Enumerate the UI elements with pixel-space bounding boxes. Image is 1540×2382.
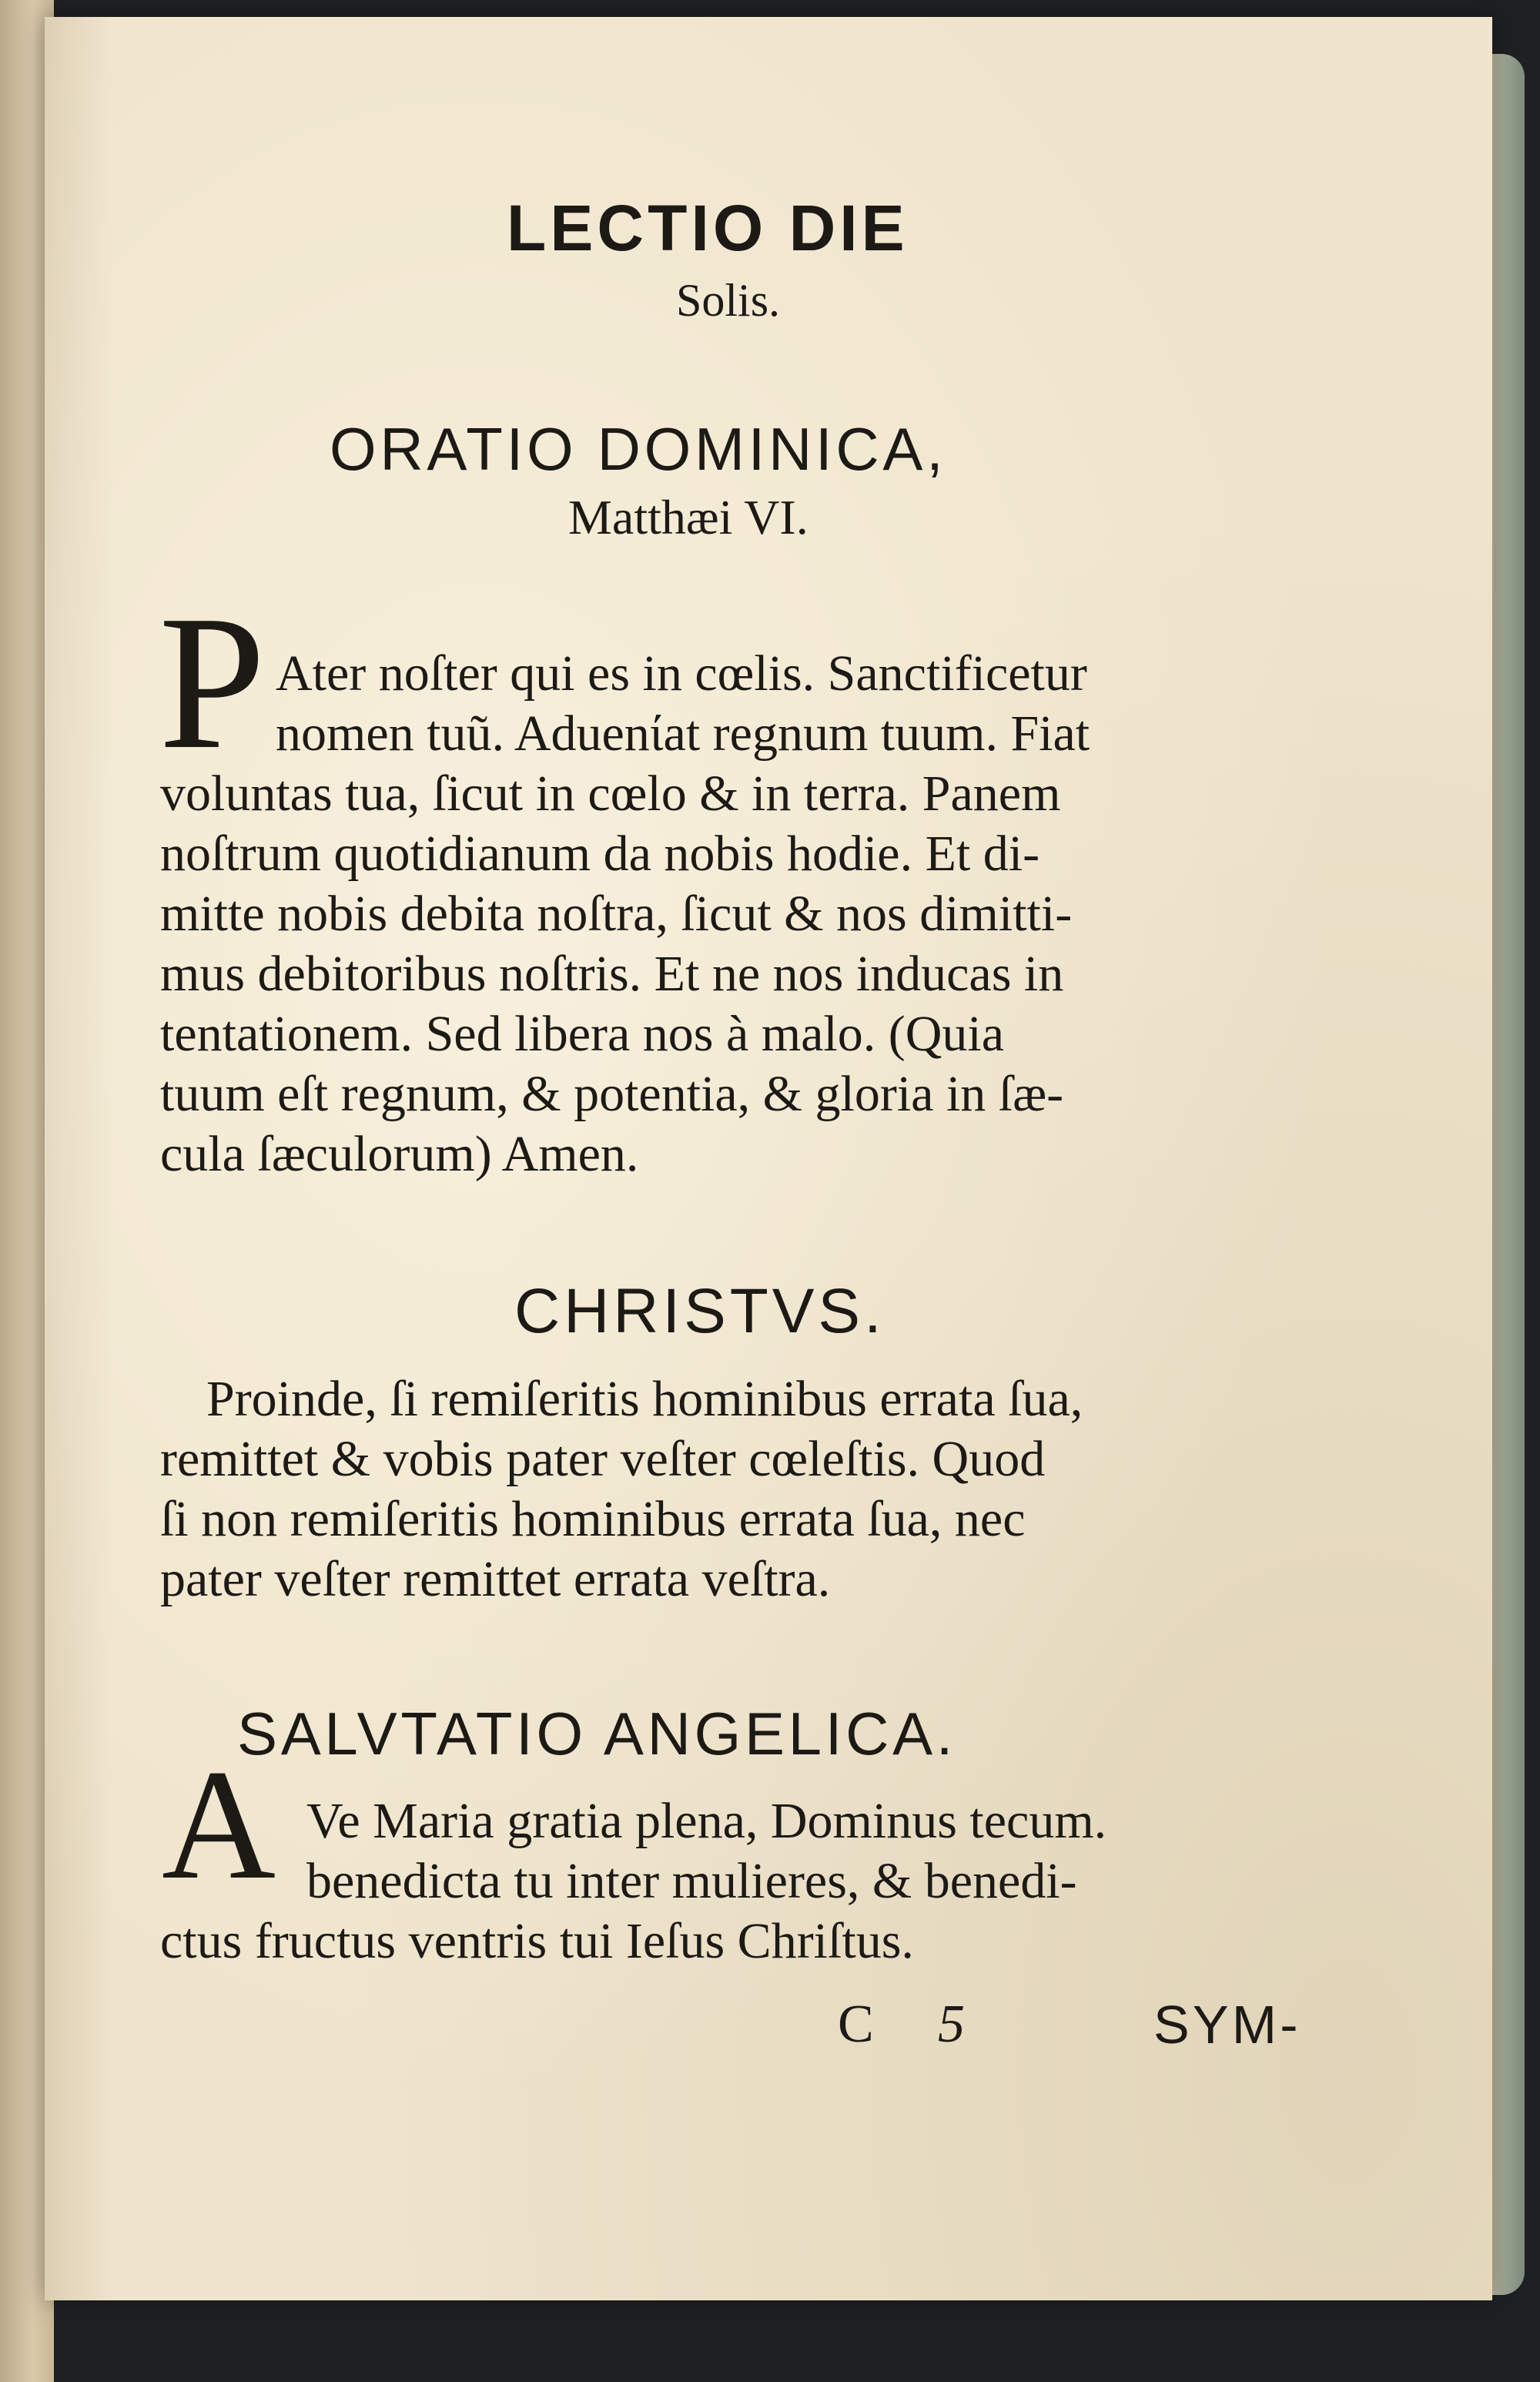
oratio-line: voluntas tua, ſicut in cœlo & in terra. Panem	[160, 766, 1061, 822]
christus-line: ſi non remiſeritis hominibus errata ſua, nec	[160, 1491, 1026, 1547]
oratio-line: tentationem. Sed libera nos à malo. (Quia	[160, 1006, 1005, 1062]
heading-oratio-dominica: ORATIO DOMINICA,	[330, 415, 947, 483]
heading-salutatio-angelica: SALVTATIO ANGELICA.	[237, 1700, 957, 1767]
christus-line: remittet & vobis pater veſter cœleſtis. Quod	[160, 1431, 1046, 1487]
signature-number: 5	[938, 1995, 965, 2054]
oratio-line: noſtrum quotidianum da nobis hodie. Et di-	[160, 826, 1040, 882]
oratio-drop-cap: P	[159, 576, 266, 789]
book-page	[45, 17, 1492, 2300]
catchword: SYM-	[1153, 1995, 1301, 2055]
salutatio-drop-cap: A	[162, 1737, 276, 1912]
christus-line: pater veſter remittet errata veſtra.	[160, 1551, 831, 1607]
heading-solis: Solis.	[676, 275, 781, 326]
oratio-line: Ater noſter qui es in cœlis. Sanctificetur	[276, 645, 1087, 702]
salutatio-line: benedicta tu inter mulieres, & benedi-	[306, 1853, 1077, 1909]
oratio-line: tuum eſt regnum, & potentia, & gloria in ſæ-	[160, 1066, 1064, 1122]
heading-lectio: LECTIO DIE	[507, 192, 909, 264]
signature-letter: C	[838, 1995, 874, 2054]
oratio-line: cula ſæculorum) Amen.	[160, 1126, 639, 1182]
oratio-line: nomen tuũ. Aduenίat regnum tuum. Fiat	[276, 705, 1090, 762]
salutatio-line: Ve Maria gratia plena, Dominus tecum.	[306, 1793, 1107, 1849]
heading-matthaei: Matthæi VI.	[568, 490, 808, 544]
oratio-line: mus debitoribus noſtris. Et ne nos inducas in	[160, 946, 1064, 1002]
christus-line: Proinde, ſi remiſeritis hominibus errata ſua,	[206, 1371, 1083, 1427]
oratio-line: mitte nobis debita noſtra, ſicut & nos dimitti-	[160, 886, 1073, 942]
salutatio-line: ctus fructus ventris tui Ieſus Chriſtus.	[160, 1913, 914, 1969]
heading-christus: CHRISTVS.	[514, 1276, 886, 1346]
